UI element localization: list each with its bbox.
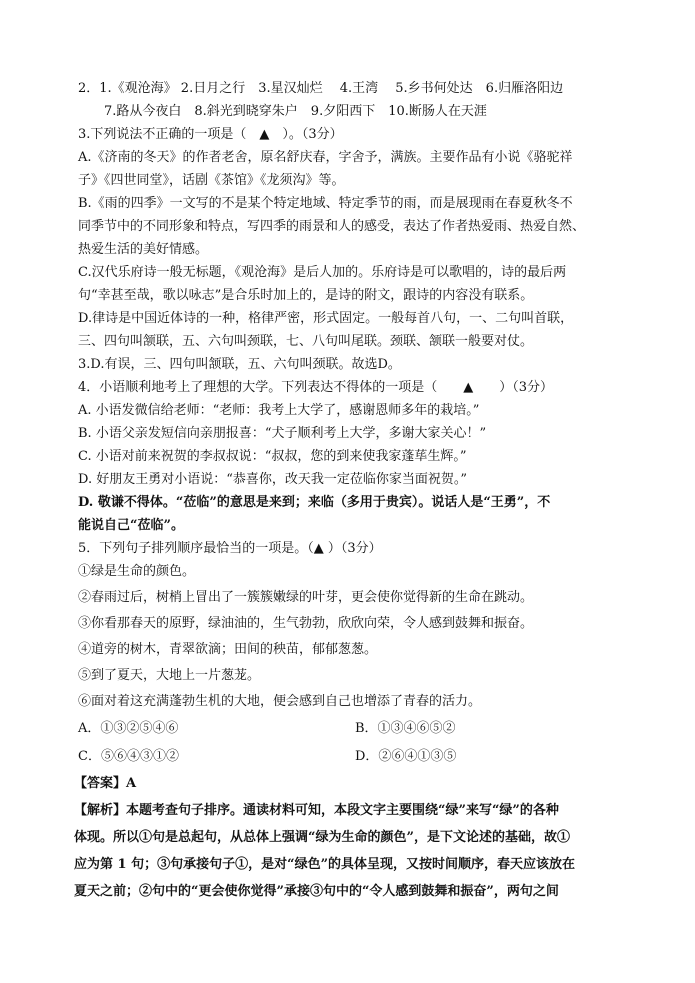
q3-option-d-2: 三、四句叫颔联，五、六句叫颈联，七、八句叫尾联。颈联、颔联一般要对仗。 bbox=[78, 334, 534, 349]
q5-sentence-6: ⑥面对着这充满蓬勃生机的大地，便会感到自己也增添了青春的活力。 bbox=[78, 694, 482, 709]
q3-answer: 3.D.有误，三、四句叫颔联，五、六句叫颈联。故选D。 bbox=[78, 357, 401, 372]
q5-option-d: D．②⑥④①③⑤ bbox=[355, 749, 457, 764]
q5-option-a: A．①③②⑤④⑥ bbox=[78, 721, 179, 736]
answer-line-2b: 7.路从今夜白 8.斜光到晓穿朱户 9.夕阳西下 10.断肠人在天涯 bbox=[78, 104, 487, 119]
q4-option-b: B. 小语父亲发短信向亲朋报喜：“犬子顺利考上大学，多谢大家关心！” bbox=[78, 426, 487, 441]
q5-sentence-4: ④道旁的树木，青翠欲滴；田间的秧苗，郁郁葱葱。 bbox=[78, 642, 378, 657]
q5-sentence-3: ③你看那春天的原野，绿油油的，生气勃勃，欣欣向荣，令人感到鼓舞和振奋。 bbox=[78, 616, 534, 631]
question-4-stem: 4．小语顺利地考上了理想的大学。下列表达不得体的一项是（ ▲ ）（3分） bbox=[78, 380, 554, 395]
q3-option-c-1: C.汉代乐府诗一般无标题，《观沧海》是后人加的。乐府诗是可以歌唱的，诗的最后两 bbox=[78, 265, 567, 280]
q3-option-a-2: 子》《四世同堂》，话剧《茶馆》《龙须沟》等。 bbox=[78, 173, 345, 188]
q3-option-b-1: B.《雨的四季》一文写的不是某个特定地域、特定季节的雨，而是展现雨在春夏秋冬不 bbox=[78, 196, 573, 211]
q4-option-d: D. 好朋友王勇对小语说：“恭喜你，改天我一定莅临你家当面祝贺。” bbox=[78, 472, 468, 487]
answer-line-2a: 2．1.《观沧海》 2.日月之行 3.星汉灿烂 4.王湾 5.乡书何处达 6.归雁洛阳边 bbox=[78, 81, 564, 96]
q5-analysis-4: 夏天之前；②句中的“更会使你觉得”承接③句中的“令人感到鼓舞和振奋”，两句之间 bbox=[74, 884, 559, 899]
q3-option-a-1: A.《济南的冬天》的作者老舍，原名舒庆春，字舍予，满族。主要作品有小说《骆驼祥 bbox=[78, 150, 573, 165]
q4-answer-1: D. 敬谦不得体。“莅临”的意思是来到；来临（多用于贵宾）。说话人是“王勇”，不 bbox=[78, 495, 551, 510]
q5-sentence-2: ②春雨过后，树梢上冒出了一簇簇嫩绿的叶芽，更会使你觉得新的生命在跳动。 bbox=[78, 590, 534, 605]
q5-analysis-1: 【解析】本题考查句子排序。通读材料可知，本段文字主要围绕“绿”来写“绿”的各种 bbox=[74, 803, 559, 818]
q5-option-b: B．①③④⑥⑤② bbox=[355, 721, 456, 736]
question-5-stem: 5．下列句子排列顺序最恰当的一项是。（▲ ）（3分） bbox=[78, 541, 382, 556]
q3-option-d-1: D.律诗是中国近体诗的一种，格律严密，形式固定。一般每首八句，一、二句叫首联， bbox=[78, 311, 574, 326]
q5-sentence-1: ①绿是生命的颜色。 bbox=[78, 564, 196, 579]
q5-sentence-5: ⑤到了夏天，大地上一片葱茏。 bbox=[78, 668, 261, 683]
q3-option-b-2: 同季节中的不同形象和特点，写四季的雨景和人的感受，表达了作者热爱雨、热爱自然、 bbox=[78, 219, 586, 234]
q5-option-c: C．⑤⑥④③①② bbox=[78, 749, 179, 764]
q3-option-c-2: 句“幸甚至哉，歌以咏志”是合乐时加上的，是诗的附文，跟诗的内容没有联系。 bbox=[78, 288, 534, 303]
q5-analysis-2: 体现。所以①句是总起句，从总体上强调“绿为生命的颜色”，是下文论述的基础，故① bbox=[74, 830, 570, 845]
q4-answer-2: 能说自己“莅临”。 bbox=[78, 518, 184, 533]
q5-analysis-3: 应为第 1 句；③句承接句子①，是对“绿色”的具体呈现，又按时间顺序，春天应该放在 bbox=[74, 857, 576, 872]
q3-option-b-3: 热爱生活的美好情感。 bbox=[78, 242, 209, 257]
q5-answer: 【答案】A bbox=[74, 776, 137, 791]
q4-option-c: C. 小语对前来祝贺的李叔叔说：“叔叔，您的到来使我家蓬荜生辉。” bbox=[78, 449, 467, 464]
q4-option-a: A. 小语发微信给老师：“老师：我考上大学了，感谢恩师多年的栽培。” bbox=[78, 403, 480, 418]
question-3-stem: 3.下列说法不正确的一项是（ ▲ ）。（3分） bbox=[78, 127, 343, 142]
